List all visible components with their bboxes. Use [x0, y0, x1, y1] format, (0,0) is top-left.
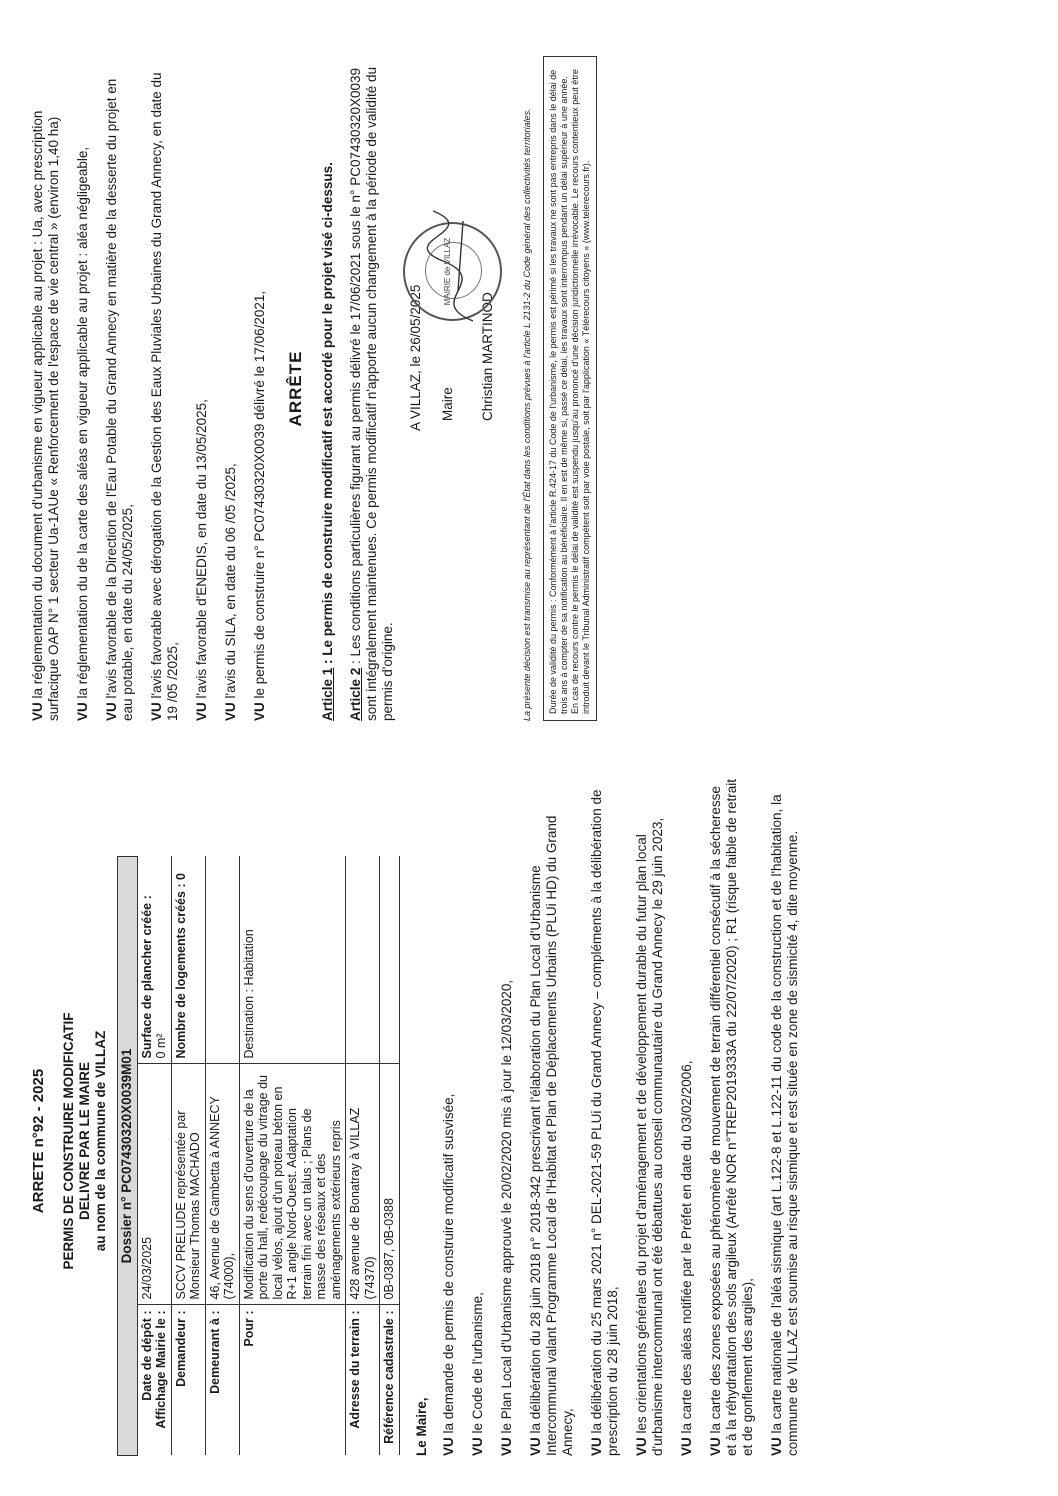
- demeurant-value: 46, Avenue de Gambetta à ANNECY (74000),: [205, 1064, 239, 1305]
- title-line-3: au nom de la commune de VILLAZ: [93, 1030, 108, 1252]
- vu-item: VU le Plan Local d'Urbanisme approuvé le 20/02/2020 mis à jour le 12/03/2020,: [498, 979, 514, 1456]
- destination-label: Destination : Habitation: [239, 857, 346, 1065]
- surface-label: Surface de plancher créée :: [139, 895, 154, 1059]
- vu-item: VU les orientations générales du projet d'aménagement et de développement durable du futur plan local d'urbanisme intercommunal ont été débattues au conseil communautaire du Grand Annecy le 29 juin 2023,: [633, 817, 665, 1456]
- le-maire: Le Maire,: [413, 1397, 429, 1456]
- transmission-note: La présente décision est transmise au représentant de l'État dans les conditions prévues à l'article L 2131-2 du Code général des collectivités territoriales.: [522, 108, 532, 721]
- title-line-1: PERMIS DE CONSTRUIRE MODIFICATIF: [61, 1012, 76, 1270]
- stamp-text: MAIRIE de VILLAZ: [443, 237, 452, 306]
- depot-value: 24/03/2025: [137, 1064, 171, 1305]
- surface-value: 0 m²: [154, 1033, 168, 1059]
- vu-item: VU le Code de l'urbanisme,: [469, 1292, 485, 1456]
- dossier-header: Dossier n° PC07430320X0039M01: [118, 857, 138, 1456]
- vu-list-right: [30, 56, 268, 721]
- vu-item: VU la carte nationale de l'aléa sismique (art L.122-8 et L.122-11 du code de la construction et de l'habitation, la commune de VILLAZ est soumise au risque sismique et est située en zone de sismicité 4, dite moyenne.: [768, 794, 800, 1456]
- handwritten-signature: [413, 191, 503, 331]
- validity-notice: Durée de validité du permis : Conformément à l'article R.424-17 du Code de l'urbanisme, le permis est périmé si les travaux ne sont pas entrepris dans le délai de trois ans à compter de sa notification au bénéficiaire. Il en est de même si, passé ce délai, les travaux sont interrompus pendant un délai supérieur à une année. En cas de recours contre le permis le délai de validité est suspendu jusqu'au prononcé d'une décision juridictionnelle irrévocable. Le recours contentieux peut être introduit devant le Tribunal Administratif compétent soit par voie postale, soit par l'application « Télérecours citoyens » (www.telerecours.fr).: [543, 56, 597, 721]
- signature-name: Christian MARTINOD: [480, 292, 495, 421]
- vu-list-left: [441, 776, 801, 1456]
- arrete-heading: ARRÊTE: [286, 350, 305, 427]
- right-column: [30, 56, 597, 721]
- adresse-value: 428 avenue de Bonatray à VILLAZ (74370): [346, 1064, 380, 1305]
- vu-item: VU l'avis du SILA, en date du 06 /05 /2025,: [223, 463, 238, 721]
- signature-role: Maire: [440, 387, 455, 421]
- demeurant-label: Demeurant à :: [205, 1305, 239, 1456]
- vu-item: VU le permis de construire n° PC07430320X0039 délivré le 17/06/2021,: [252, 290, 267, 721]
- vu-item: VU la demande de permis de construire modificatif susvisée,: [440, 1093, 456, 1456]
- title-line-2: DELIVRE PAR LE MAIRE: [77, 1062, 92, 1221]
- vu-item: VU la délibération du 25 mars 2021 n° DEL-2021-59 PLUi du Grand Annecy – compléments à la délibération de prescription du 28 juin 2018,: [588, 789, 620, 1456]
- cadastre-value: 0B-0387, 0B-0388: [380, 1064, 400, 1305]
- place-date: A VILLAZ, le 26/05/2025: [408, 284, 423, 431]
- vu-item: VU l'avis favorable d'ENEDIS, en date du 13/05/2025,: [194, 399, 209, 721]
- demandeur-label: Demandeur :: [171, 1305, 205, 1456]
- affichage-label: Affichage Mairie le :: [154, 1310, 168, 1429]
- left-column: [30, 776, 814, 1456]
- signature-block: [408, 56, 508, 721]
- vu-item: VU la carte des zones exposées au phénomène de mouvement de terrain différentiel consécutif à la sécheresse et à la réhydratation des sols argileux (Arrêté NOR n°TREP2019333A du 22/07/2020) ; R1 (risque faible de retrait et de gonflement des argiles),: [707, 778, 755, 1456]
- pour-label: Pour :: [239, 1305, 346, 1456]
- vu-item: VU la réglementation du de la carte des aléas en vigueur applicable au projet : aléa négligeable,: [75, 146, 90, 721]
- vu-item: VU la carte des aléas notifiée par le Préfet en date du 03/02/2006,: [678, 1060, 694, 1456]
- dossier-table: [117, 856, 400, 1456]
- logements-label: Nombre de logements créés : 0: [171, 857, 205, 1065]
- article-1: Article 1 : Le permis de construire modificatif est accordé pour le projet visé ci-dessus.: [320, 162, 335, 721]
- arrete-number: ARRETE n°92 - 2025: [30, 1068, 47, 1214]
- vu-item: VU la réglementation du document d'urbanisme en vigueur applicable au projet : Ua, avec prescription surfacique OAP N° 1 secteur Ua-1AUe « Renforcement de l'espace de vie central » (environ 1,40 ha): [30, 110, 61, 721]
- adresse-label: Adresse du terrain :: [346, 1305, 380, 1456]
- article-2: Article 2 : Les conditions particulières figurant au permis délivré le 17/06/2021 sous le n° PC07430320X0039 sont intégralement maintenues. Ce permis modificatif n'apporte aucun changement à la période de validité du permis d'origine.: [348, 67, 395, 721]
- depot-label: Date de dépôt :: [139, 1310, 154, 1401]
- vu-item: VU l'avis favorable de la Direction de l'Eau Potable du Grand Annecy en matière de la desserte du projet en eau potable, en date du 24/05/2025,: [104, 78, 135, 721]
- vu-item: VU l'avis favorable avec dérogation de la Gestion des Eaux Pluviales Urbaines du Grand Annecy, en date du 19 /05 /2025,: [149, 72, 180, 721]
- cadastre-label: Référence cadastrale :: [380, 1305, 400, 1456]
- demandeur-value: SCCV PRELUDE représentée par Monsieur Thomas MACHADO: [171, 1064, 205, 1305]
- vu-item: VU la délibération du 28 juin 2018 n° 2018-342 prescrivant l'élaboration du Plan Local d'Urbanisme Intercommunal valant Programme Local de l'Habitat et Plan de Déplacements Urbains (PLUi HD) du Grand Annecy,: [527, 815, 575, 1456]
- pour-value: Modification du sens d'ouverture de la porte du hall, redécoupage du vitrage du local vélos, ajout d'un poteau béton en R+1 angle Nord-Ouest. Adaptation terrain fini avec un talus ; Plans de masse des réseaux et des aménagements extérieurs repris: [239, 1064, 346, 1305]
